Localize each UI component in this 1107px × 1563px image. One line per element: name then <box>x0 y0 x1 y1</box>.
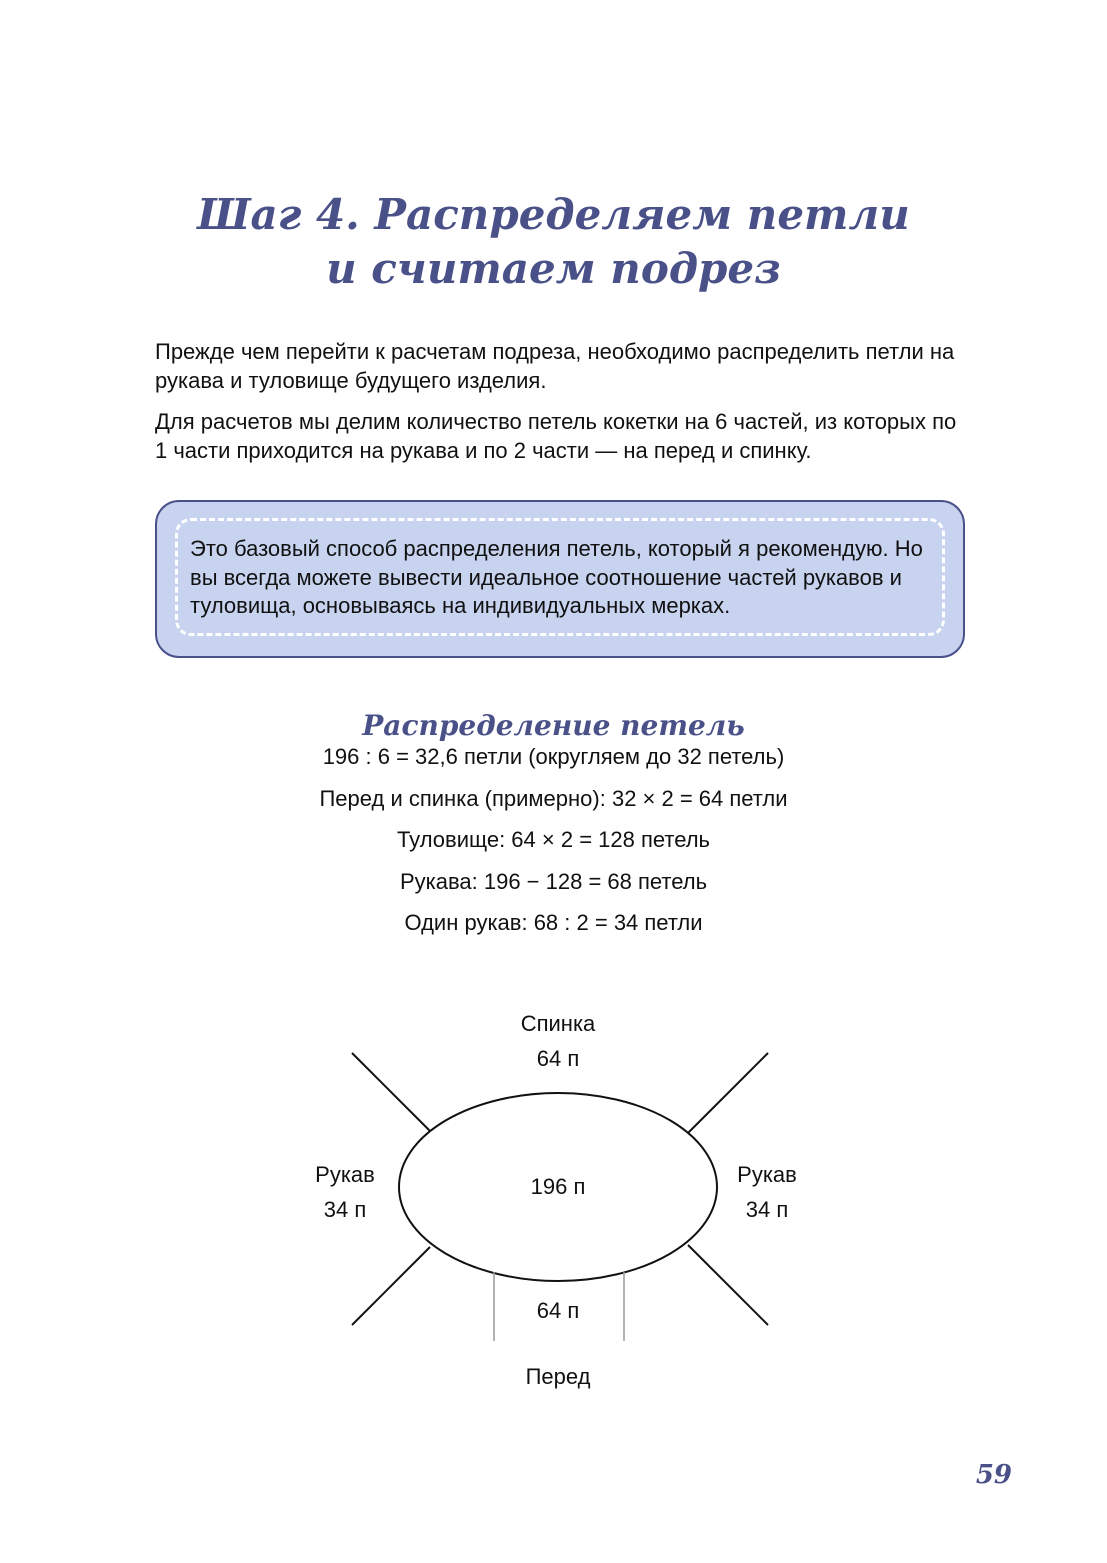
page-title-line-2: и считаем подрез <box>326 244 781 294</box>
left-sleeve-label: Рукав <box>315 1162 375 1187</box>
diagonal-line-top-left <box>352 1053 430 1131</box>
note-text: Это базовый способ распределения петель, который я рекомендую. Но вы всегда можете вывести идеальное соотношение частей рукавов и туловища, основываясь на индивидуальных мерках. <box>190 536 923 618</box>
intro-paragraph-1: Прежде чем перейти к расчетам подреза, необходимо распределить петли на рукава и туловище будущего изделия. <box>155 339 955 393</box>
total-count: 196 п <box>530 1174 586 1199</box>
back-label: Спинка <box>520 1011 596 1036</box>
calc-line-2: Перед и спинка (примерно): 32 × 2 = 64 петли <box>319 786 788 811</box>
diagonal-line-bottom-right <box>688 1245 768 1325</box>
right-sleeve-label: Рукав <box>737 1162 797 1187</box>
calc-line-5: Один рукав: 68 : 2 = 34 петли <box>404 910 703 935</box>
back-count: 64 п <box>536 1046 580 1071</box>
diagonal-line-bottom-left <box>352 1247 430 1325</box>
page-number: 59 <box>975 1460 1012 1490</box>
intro-paragraph-2: Для расчетов мы делим количество петель кокетки на 6 частей, из которых по 1 части приходится на рукава и по 2 части — на перед и спинку. <box>155 409 957 463</box>
left-sleeve-count: 34 п <box>323 1197 367 1222</box>
calc-line-1: 196 : 6 = 32,6 петли (округляем до 32 петель) <box>322 744 785 769</box>
page-title-line-1: Шаг 4. Распределяем петли <box>197 190 910 240</box>
calc-line-4: Рукава: 196 − 128 = 68 петель <box>399 869 708 894</box>
diagonal-line-top-right <box>688 1053 768 1133</box>
front-count: 64 п <box>536 1298 580 1323</box>
calc-line-3: Туловище: 64 × 2 = 128 петель <box>396 827 711 852</box>
right-sleeve-count: 34 п <box>745 1197 789 1222</box>
front-label: Перед <box>525 1364 591 1389</box>
distribution-title: Распределение петель <box>362 709 745 743</box>
